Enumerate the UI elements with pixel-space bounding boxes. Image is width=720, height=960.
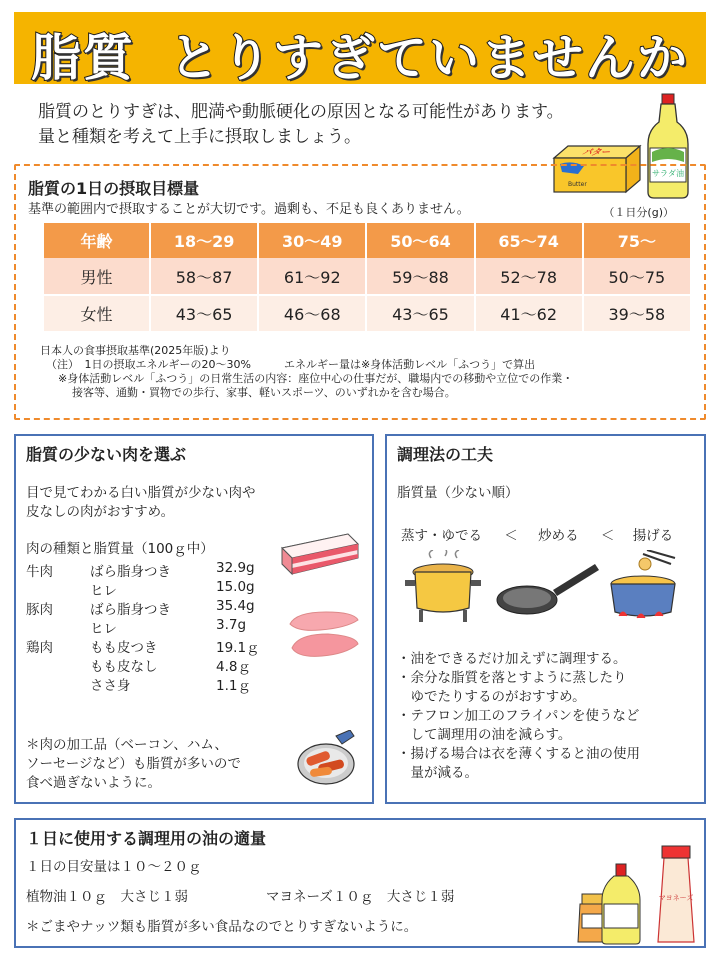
butter-label: バター [580,147,614,158]
table-cell: 女性 [44,295,150,332]
header-cell: 75～ [583,223,691,258]
oil-daily-amount: １日の目安量は１０～２０ｇ [26,859,202,875]
oil-note: ＊ごまやナッツ類も脂質が多い食品なのでとりすぎないように。 [26,919,418,935]
meat-part: もも皮なし [90,659,158,675]
low-fat-meat-section [14,434,374,804]
processed-note-line-2: ソーセージなど）も脂質が多いので [26,756,241,772]
meat-desc-line-2: 皮なしの肉がおすすめ。 [26,504,175,520]
meat-title: 脂質の少ない肉を選ぶ [26,445,187,464]
fat-amount: 3.7g [216,617,247,633]
mayonnaise-amount: マヨネーズ１０ｇ 大さじ１弱 [266,889,455,905]
table-cell: 61～92 [258,258,366,295]
vegetable-oil-amount: 植物油１０ｇ 大さじ１弱 [26,889,188,905]
cooking-illustrations [397,550,697,626]
meat-list-title: 肉の種類と脂質量（100ｇ中） [26,541,214,557]
title-part-b: とりすぎていませんか [169,29,689,87]
intake-target-section [14,164,706,420]
cooking-tips [397,650,640,783]
salad-oil-small-icon [602,864,640,944]
meat-part: ヒレ [90,621,117,637]
meat-kind: 鶏肉 [26,640,53,656]
meat-part: ばら脂身つき [90,602,171,618]
meat-part: ヒレ [90,583,117,599]
tip-line: して調理用の油を減らす。 [397,727,572,743]
meat-part: もも皮つき [90,640,158,656]
mayonnaise-bottle-icon [658,846,694,942]
less-than-symbol: ＜ [600,528,615,544]
header-cell: 50～64 [366,223,474,258]
intro-line-2: 量と種類を考えて上手に摂取しましょう。 [38,127,361,147]
dressing-bottles-icon [576,844,704,946]
intake-notes [40,344,573,400]
cooking-method-section [385,434,706,804]
table-cell: 52～78 [475,258,583,295]
tip-line: ・揚げる場合は衣を薄くすると油の使用 [397,746,640,762]
processed-note-line-1: ＊肉の加工品（ベーコン、ハム、 [26,737,228,753]
table-cell: 男性 [44,258,150,295]
daily-oil-section [14,818,706,948]
table-cell: 50～75 [583,258,691,295]
table-row-female [44,295,691,332]
method-order [401,524,673,544]
method-deep-fry: 揚げる [632,528,674,544]
salad-oil-label: サラダ油 [652,169,684,178]
table-row-male [44,258,691,295]
oil-title: １日に使用する調理用の油の適量 [26,829,267,848]
table-cell: 41～62 [475,295,583,332]
chicken-breast-icon [286,606,362,666]
page-title [14,18,706,90]
intake-title: 脂質の1日の摂取目標量 [28,179,200,198]
less-than-symbol: ＜ [504,528,518,544]
table-cell: 46～68 [258,295,366,332]
header-cell: 30～49 [258,223,366,258]
meat-kind: 牛肉 [26,564,53,580]
note-activity: ※身体活動レベル「ふつう」の日常生活の内容：座位中心の仕事だが、職場内での移動や立位での作業・ [58,372,574,385]
intake-table [44,223,692,333]
butter-sub-label: Butter [568,181,587,188]
meat-kind: 豚肉 [26,602,53,618]
table-cell: 39～58 [583,295,691,332]
table-cell: 58～87 [150,258,258,295]
fat-amount: 1.1ｇ [216,678,251,694]
tip-line: ・テフロン加工のフライパンを使うなど [397,708,640,724]
title-banner [14,12,706,87]
meat-part: ばら脂身つき [90,564,171,580]
sausage-pan-icon [296,730,360,786]
processed-note-line-3: 食べ過ぎないように。 [26,775,161,791]
header-cell: 65～74 [475,223,583,258]
fat-amount: 4.8ｇ [216,659,251,675]
note-source: 日本人の食事摂取基準(2025年版)より [40,344,231,357]
intro-line-1: 脂質のとりすぎは、肥満や動脈硬化の原因となる可能性があります。 [38,102,564,122]
tip-line: ・余分な脂質を落とすように蒸したり [397,670,627,686]
fat-amount: 32.9g [216,560,255,576]
processed-meat-note [26,736,241,793]
note-activity-cont: 接客等、通勤・買物での歩行、家事、軽いスポーツ、のいずれかを含む場合。 [72,386,456,399]
tip-line: 量が減る。 [397,765,478,781]
note-energy: （注） 1日の摂取エネルギーの20～30% エネルギー量は※身体活動レベル「ふつう」で算出 [46,358,536,371]
mayo-bottle-label: マヨネーズ [658,894,694,902]
cooking-subtitle: 脂質量（少ない順） [397,485,519,501]
tip-line: ゆでたりするのがおすすめ。 [397,689,586,705]
tip-line: ・油をできるだけ加えずに調理する。 [397,651,627,667]
fat-amount: 15.0g [216,579,255,595]
header-cell: 年齢 [44,223,150,258]
title-part-a: 脂質 [31,29,135,87]
meat-desc-line-1: 目で見てわかる白い脂質が少ない肉や [26,485,256,501]
table-header-row [44,223,691,258]
header-cell: 18～29 [150,223,258,258]
table-cell: 43～65 [150,295,258,332]
meat-description [26,484,256,522]
cooking-title: 調理法の工夫 [397,445,494,464]
steamer-pot-icon [405,550,481,622]
intro-text [38,100,564,150]
frying-pan-icon [497,564,599,614]
meat-part: ささ身 [90,678,131,694]
pork-belly-icon [278,528,362,584]
method-stir-fry: 炒める [538,528,579,544]
table-cell: 59～88 [366,258,474,295]
fat-amount: 19.1ｇ [216,640,260,656]
fat-amount: 35.4g [216,598,255,614]
intake-subtitle: 基準の範囲内で摂取することが大切です。過剰も、不足も良くありません。 [28,202,470,217]
table-cell: 43～65 [366,295,474,332]
deep-fryer-icon [611,550,675,618]
method-steam-boil: 蒸す・ゆでる [401,528,482,544]
unit-label: （１日分(g)） [603,206,674,219]
